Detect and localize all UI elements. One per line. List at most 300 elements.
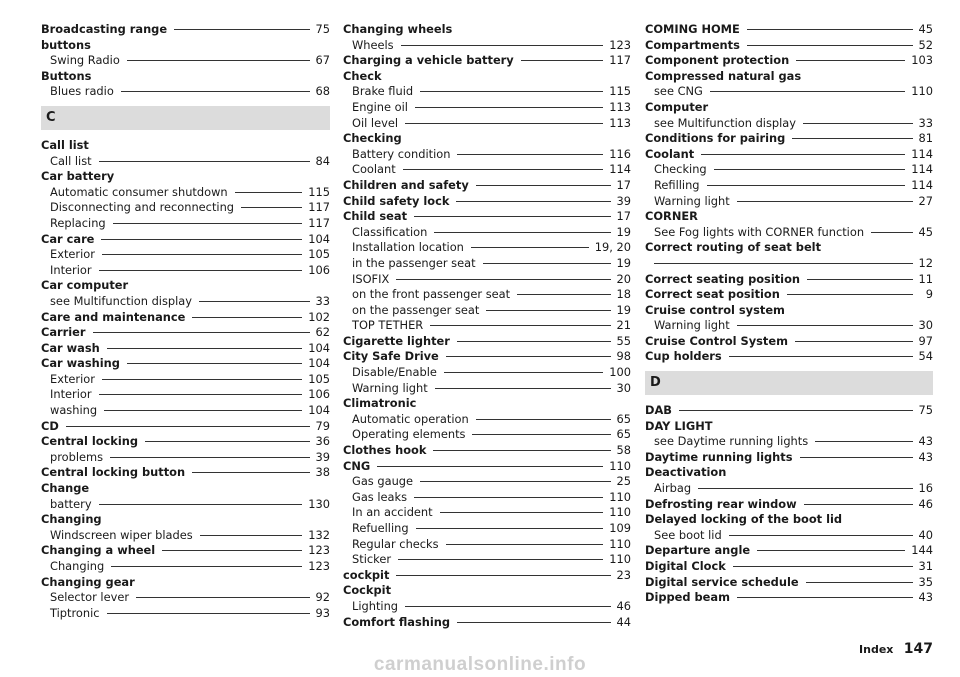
index-subentry[interactable] <box>41 84 330 100</box>
page-reference[interactable]: 110 <box>911 84 933 99</box>
entry-label: Swing Radio <box>50 53 120 68</box>
page-reference[interactable]: 39 <box>616 193 631 208</box>
index-entry[interactable] <box>41 543 330 559</box>
index-heading: Car computer <box>41 278 129 293</box>
entry-label: Car washing <box>41 356 120 371</box>
leader-line <box>517 294 610 295</box>
index-subentry[interactable] <box>41 606 330 622</box>
index-entry[interactable] <box>645 53 933 69</box>
index-entry[interactable] <box>343 349 631 365</box>
page-reference[interactable]: 25 <box>616 474 631 489</box>
index-entry[interactable] <box>41 465 330 481</box>
entry-label: see Daytime running lights <box>654 434 809 449</box>
index-entry[interactable] <box>645 497 933 513</box>
page-reference[interactable]: 114 <box>911 162 933 177</box>
leader-line <box>714 169 906 170</box>
entry-label: Changing a wheel <box>41 543 156 558</box>
page-reference[interactable]: 45 <box>918 224 933 239</box>
leader-line <box>457 341 611 342</box>
page-reference[interactable]: 54 <box>918 349 933 364</box>
leader-line <box>174 29 309 30</box>
entry-label: Gas gauge <box>352 474 414 489</box>
index-entry[interactable] <box>41 434 330 450</box>
page-reference[interactable]: 58 <box>616 443 631 458</box>
page-reference[interactable]: 30 <box>616 380 631 395</box>
entry-label: In an accident <box>352 505 433 520</box>
index-subentry[interactable] <box>41 450 330 466</box>
leader-line <box>804 504 913 505</box>
page-reference[interactable]: 123 <box>308 543 330 558</box>
index-subentry[interactable] <box>343 272 631 288</box>
leader-line <box>200 535 303 536</box>
page-reference[interactable]: 43 <box>918 449 933 464</box>
index-subentry[interactable] <box>343 599 631 615</box>
page-reference[interactable]: 55 <box>616 333 631 348</box>
page-reference[interactable]: 43 <box>918 434 933 449</box>
index-entry[interactable] <box>645 349 933 365</box>
page-reference[interactable]: 106 <box>308 387 330 402</box>
page-reference[interactable]: 102 <box>308 309 330 324</box>
entry-label: Regular checks <box>352 536 439 551</box>
index-subentry[interactable] <box>343 38 631 54</box>
page-reference[interactable]: 9 <box>925 287 933 302</box>
index-subentry[interactable] <box>343 84 631 100</box>
leader-line <box>121 91 310 92</box>
page-reference[interactable]: 104 <box>308 403 330 418</box>
leader-line <box>192 317 302 318</box>
page-reference[interactable]: 11 <box>918 271 933 286</box>
page-reference[interactable]: 62 <box>315 325 330 340</box>
entry-label: Clothes hook <box>343 443 427 458</box>
entry-label: Brake fluid <box>352 84 414 99</box>
index-subentry[interactable] <box>41 247 330 263</box>
page-reference[interactable]: 110 <box>609 536 631 551</box>
page-reference[interactable]: 93 <box>315 605 330 620</box>
entry-label: Digital Clock <box>645 559 726 573</box>
index-heading: Check <box>343 68 382 83</box>
index-subentry[interactable] <box>343 474 631 490</box>
page-reference[interactable]: 65 <box>616 427 631 442</box>
page-reference[interactable]: 105 <box>308 247 330 262</box>
index-entry[interactable] <box>645 403 933 419</box>
leader-line <box>99 394 303 395</box>
entry-label: Digital service schedule <box>645 574 799 589</box>
leader-line <box>420 91 603 92</box>
index-subentry[interactable] <box>343 240 631 256</box>
index-subentry[interactable] <box>41 263 330 279</box>
entry-label: on the front passenger seat <box>352 287 511 302</box>
index-subentry[interactable] <box>343 490 631 506</box>
page-reference[interactable]: 104 <box>308 356 330 371</box>
page-reference[interactable]: 109 <box>609 521 631 535</box>
entry-label: Defrosting rear window <box>645 496 797 511</box>
index-subentry[interactable] <box>41 528 330 544</box>
index-subentry[interactable] <box>343 427 631 443</box>
entry-label: Refilling <box>654 177 700 192</box>
entry-label: Warning light <box>352 380 428 395</box>
page-reference[interactable]: 117 <box>609 53 631 68</box>
entry-label: DAB <box>645 403 672 418</box>
page-reference[interactable]: 75 <box>315 22 330 36</box>
page-reference[interactable]: 68 <box>315 84 330 99</box>
page-reference[interactable]: 19, 20 <box>594 240 631 255</box>
entry-label: Cup holders <box>645 349 722 364</box>
page-reference[interactable]: 65 <box>616 411 631 426</box>
leader-line <box>787 294 913 295</box>
index-subentry[interactable] <box>41 372 330 388</box>
page-reference[interactable]: 46 <box>918 496 933 511</box>
page-reference[interactable]: 23 <box>616 567 631 582</box>
entry-label: in the passenger seat <box>352 255 476 270</box>
index-entry[interactable] <box>645 450 933 466</box>
entry-label: Child safety lock <box>343 193 450 208</box>
page-reference[interactable]: 104 <box>308 340 330 355</box>
entry-label: See boot lid <box>654 527 722 542</box>
index-subentry[interactable] <box>41 185 330 201</box>
section-letter: D <box>645 371 933 395</box>
entry-label: Sticker <box>352 552 392 567</box>
entry-label: Compartments <box>645 37 740 52</box>
page-reference[interactable]: 31 <box>918 559 933 573</box>
page-reference[interactable]: 44 <box>616 614 631 629</box>
index-entry[interactable] <box>645 543 933 559</box>
page-reference[interactable]: 21 <box>616 318 631 333</box>
index-heading: Cockpit <box>343 583 392 598</box>
page-reference[interactable]: 114 <box>609 162 631 177</box>
page-reference[interactable]: 19 <box>616 224 631 239</box>
entry-label: Engine oil <box>352 99 408 114</box>
leader-line <box>127 363 302 364</box>
page-reference[interactable]: 117 <box>308 200 330 215</box>
entry-label: Interior <box>50 387 92 402</box>
page-reference[interactable]: 113 <box>609 99 631 114</box>
page-reference[interactable]: 27 <box>918 193 933 208</box>
page-reference[interactable]: 100 <box>609 365 631 380</box>
leader-line <box>521 60 604 61</box>
index-entry[interactable] <box>41 419 330 435</box>
leader-line <box>710 91 905 92</box>
index-entry[interactable] <box>645 559 933 575</box>
page-reference[interactable]: 18 <box>616 287 631 302</box>
page-reference[interactable]: 113 <box>609 115 631 130</box>
index-heading: Cruise control system <box>645 302 785 317</box>
index-entry[interactable] <box>41 325 330 341</box>
index-subentry[interactable] <box>343 381 631 397</box>
index-subentry[interactable] <box>41 403 330 419</box>
leader-line <box>795 341 913 342</box>
entry-label: Comfort flashing <box>343 614 451 629</box>
entry-label: Automatic consumer shutdown <box>50 184 228 199</box>
leader-line <box>396 279 610 280</box>
index-subentry[interactable] <box>41 154 330 170</box>
page-reference[interactable]: 132 <box>308 527 330 542</box>
index-entry[interactable] <box>343 568 631 584</box>
entry-label: Child seat <box>343 209 408 224</box>
entry-label: Disable/Enable <box>352 365 437 380</box>
index-subentry[interactable] <box>343 162 631 178</box>
entry-label: Daytime running lights <box>645 449 793 464</box>
index-entry[interactable] <box>41 341 330 357</box>
index-entry[interactable] <box>343 53 631 69</box>
index-subentry[interactable] <box>343 256 631 272</box>
page-reference[interactable]: 98 <box>616 349 631 364</box>
index-heading: CORNER <box>645 209 698 224</box>
index-heading: DAY LIGHT <box>645 418 713 433</box>
entry-label: Refuelling <box>352 521 409 535</box>
index-entry[interactable] <box>343 334 631 350</box>
page-reference[interactable]: 75 <box>918 403 933 418</box>
leader-line <box>127 60 310 61</box>
index-entry[interactable] <box>645 272 933 288</box>
page-reference[interactable]: 36 <box>315 434 330 449</box>
entry-label: cockpit <box>343 567 390 582</box>
index-subentry[interactable] <box>41 590 330 606</box>
index-entry[interactable] <box>645 131 933 147</box>
index-subentry[interactable] <box>645 162 933 178</box>
leader-line <box>104 410 302 411</box>
leader-line <box>806 582 913 583</box>
entry-label: Cruise Control System <box>645 333 788 348</box>
page-reference[interactable]: 117 <box>308 215 330 230</box>
page-reference[interactable]: 123 <box>308 559 330 573</box>
index-subentry[interactable] <box>41 53 330 69</box>
entry-label: Call list <box>50 153 92 168</box>
index-heading: Car battery <box>41 169 115 184</box>
leader-line <box>803 123 912 124</box>
leader-line <box>416 528 604 529</box>
index-entry[interactable] <box>645 575 933 591</box>
entry-label: Airbag <box>654 481 692 496</box>
page-reference[interactable]: 30 <box>918 318 933 333</box>
leader-line <box>93 332 310 333</box>
page-reference[interactable]: 105 <box>308 371 330 386</box>
index-subentry[interactable] <box>343 412 631 428</box>
leader-line <box>457 622 610 623</box>
page-reference[interactable]: 103 <box>911 53 933 68</box>
leader-line <box>420 481 610 482</box>
leader-line <box>483 263 611 264</box>
index-subentry[interactable] <box>343 365 631 381</box>
index-heading: Computer <box>645 99 709 114</box>
entry-label: on the passenger seat <box>352 302 480 317</box>
index-entry[interactable] <box>645 22 933 38</box>
page-reference[interactable]: 144 <box>911 543 933 558</box>
leader-line <box>747 29 913 30</box>
index-heading: Buttons <box>41 68 92 83</box>
entry-label: Carrier <box>41 325 86 340</box>
page-reference[interactable]: 84 <box>315 153 330 168</box>
index-subentry[interactable] <box>343 303 631 319</box>
entry-label: Battery condition <box>352 146 451 161</box>
index-subentry[interactable] <box>343 287 631 303</box>
leader-line <box>403 169 604 170</box>
index-entry[interactable] <box>645 38 933 54</box>
index-subentry[interactable] <box>41 216 330 232</box>
page-reference[interactable]: 39 <box>315 449 330 464</box>
leader-line <box>457 154 603 155</box>
page-reference[interactable]: 67 <box>315 53 330 68</box>
page-reference[interactable]: 92 <box>315 590 330 605</box>
index-subentry[interactable] <box>645 116 933 132</box>
entry-label: Oil level <box>352 115 399 130</box>
page-reference[interactable]: 17 <box>616 209 631 224</box>
leader-line <box>476 185 611 186</box>
page-reference[interactable]: 130 <box>308 496 330 511</box>
entry-label: COMING HOME <box>645 22 740 36</box>
page-reference[interactable]: 110 <box>609 489 631 504</box>
index-entry[interactable] <box>645 590 933 606</box>
index-subentry[interactable] <box>645 318 933 334</box>
index-entry[interactable] <box>645 334 933 350</box>
entry-label: Car care <box>41 231 95 246</box>
leader-line <box>414 216 610 217</box>
page-reference[interactable]: 114 <box>911 177 933 192</box>
entry-label: Dipped beam <box>645 590 730 605</box>
index-subentry[interactable] <box>343 318 631 334</box>
page-reference[interactable]: 12 <box>918 255 933 270</box>
index-subentry[interactable] <box>343 505 631 521</box>
page-reference[interactable]: 79 <box>315 418 330 433</box>
page-reference[interactable]: 33 <box>918 115 933 130</box>
index-heading: Compressed natural gas <box>645 68 802 83</box>
leader-line <box>430 325 610 326</box>
page-reference[interactable]: 33 <box>315 293 330 308</box>
index-heading: Deactivation <box>645 465 727 480</box>
index-entry[interactable] <box>343 443 631 459</box>
index-entry[interactable] <box>343 615 631 631</box>
index-subentry[interactable] <box>41 294 330 310</box>
entry-label: see CNG <box>654 84 703 99</box>
index-entry[interactable] <box>343 178 631 194</box>
index-subentry[interactable] <box>645 434 933 450</box>
leader-line <box>415 107 603 108</box>
entry-label: Children and safety <box>343 177 469 192</box>
index-subentry[interactable] <box>343 537 631 553</box>
entry-label: Installation location <box>352 240 464 255</box>
entry-label: Component protection <box>645 53 790 68</box>
page-reference[interactable]: 43 <box>918 590 933 605</box>
index-subentry[interactable] <box>645 256 933 272</box>
entry-label: See Fog lights with CORNER function <box>654 224 865 239</box>
leader-line <box>800 457 913 458</box>
page-reference[interactable]: 16 <box>918 481 933 496</box>
index-entry[interactable] <box>343 459 631 475</box>
entry-label: TOP TETHER <box>352 318 424 333</box>
index-entry[interactable] <box>41 22 330 38</box>
index-subentry[interactable] <box>41 497 330 513</box>
index-subentry[interactable] <box>343 521 631 537</box>
index-subentry[interactable] <box>41 200 330 216</box>
page-reference[interactable]: 114 <box>911 146 933 161</box>
page-reference[interactable]: 17 <box>616 177 631 192</box>
index-entry[interactable] <box>343 194 631 210</box>
page-reference[interactable]: 106 <box>308 262 330 277</box>
leader-line <box>444 372 603 373</box>
index-subentry[interactable] <box>343 225 631 241</box>
page-reference[interactable]: 20 <box>616 271 631 286</box>
leader-line <box>486 310 610 311</box>
entry-label: City Safe Drive <box>343 349 439 364</box>
index-subentry[interactable] <box>343 552 631 568</box>
section-letter: C <box>41 106 330 130</box>
index-entry[interactable] <box>41 232 330 248</box>
index-entry[interactable] <box>645 147 933 163</box>
index-heading: Change <box>41 481 90 496</box>
page-reference[interactable]: 35 <box>918 574 933 589</box>
index-subentry[interactable] <box>343 100 631 116</box>
leader-line <box>792 138 912 139</box>
entry-label: Exterior <box>50 371 95 386</box>
index-subentry[interactable] <box>41 559 330 575</box>
index-subentry[interactable] <box>645 178 933 194</box>
page-reference[interactable]: 110 <box>609 458 631 473</box>
entry-label: Tiptronic <box>50 605 100 620</box>
page-reference[interactable]: 19 <box>616 255 631 270</box>
page-reference[interactable]: 19 <box>616 302 631 317</box>
index-entry[interactable] <box>41 356 330 372</box>
index-subentry[interactable] <box>41 387 330 403</box>
index-subentry[interactable] <box>645 481 933 497</box>
index-heading: Changing wheels <box>343 22 453 36</box>
index-subentry[interactable] <box>343 147 631 163</box>
page-reference[interactable]: 116 <box>609 146 631 161</box>
page-reference[interactable]: 97 <box>918 333 933 348</box>
index-subentry[interactable] <box>645 194 933 210</box>
entry-label: Exterior <box>50 247 95 262</box>
leader-line <box>757 550 905 551</box>
page-reference[interactable]: 110 <box>609 552 631 567</box>
page-reference[interactable]: 38 <box>315 465 330 480</box>
index-subentry[interactable] <box>645 84 933 100</box>
entry-label: Car wash <box>41 340 100 355</box>
page-reference[interactable]: 115 <box>609 84 631 99</box>
entry-label: Central locking button <box>41 465 186 480</box>
page-reference[interactable]: 81 <box>918 131 933 146</box>
page-reference[interactable]: 52 <box>918 37 933 52</box>
index-column-3 <box>645 22 933 606</box>
leader-line <box>747 45 913 46</box>
index-entry[interactable] <box>645 287 933 303</box>
leader-line <box>102 379 302 380</box>
page-reference[interactable]: 110 <box>609 505 631 520</box>
index-entry[interactable] <box>343 209 631 225</box>
index-subentry[interactable] <box>645 528 933 544</box>
page-reference[interactable]: 123 <box>609 37 631 52</box>
page-reference[interactable]: 46 <box>616 598 631 613</box>
page-reference[interactable]: 40 <box>918 527 933 542</box>
page-reference[interactable]: 115 <box>308 184 330 199</box>
leader-line <box>235 192 303 193</box>
entry-label: Broadcasting range <box>41 22 168 36</box>
entry-label: Automatic operation <box>352 411 469 426</box>
index-heading: Call list <box>41 137 89 152</box>
page-reference[interactable]: 104 <box>308 231 330 246</box>
leader-line <box>435 388 611 389</box>
leader-line <box>729 535 913 536</box>
index-heading: Delayed locking of the boot lid <box>645 512 843 527</box>
leader-line <box>679 410 913 411</box>
entry-label: Correct seating position <box>645 271 801 286</box>
index-entry[interactable] <box>41 310 330 326</box>
entry-label: Warning light <box>654 318 730 333</box>
leader-line <box>807 279 912 280</box>
index-heading: Changing gear <box>41 574 135 589</box>
entry-label: Warning light <box>654 193 730 208</box>
page-reference[interactable]: 45 <box>918 22 933 36</box>
entry-label: Care and maintenance <box>41 309 186 324</box>
index-subentry[interactable] <box>343 116 631 132</box>
index-subentry[interactable] <box>645 225 933 241</box>
